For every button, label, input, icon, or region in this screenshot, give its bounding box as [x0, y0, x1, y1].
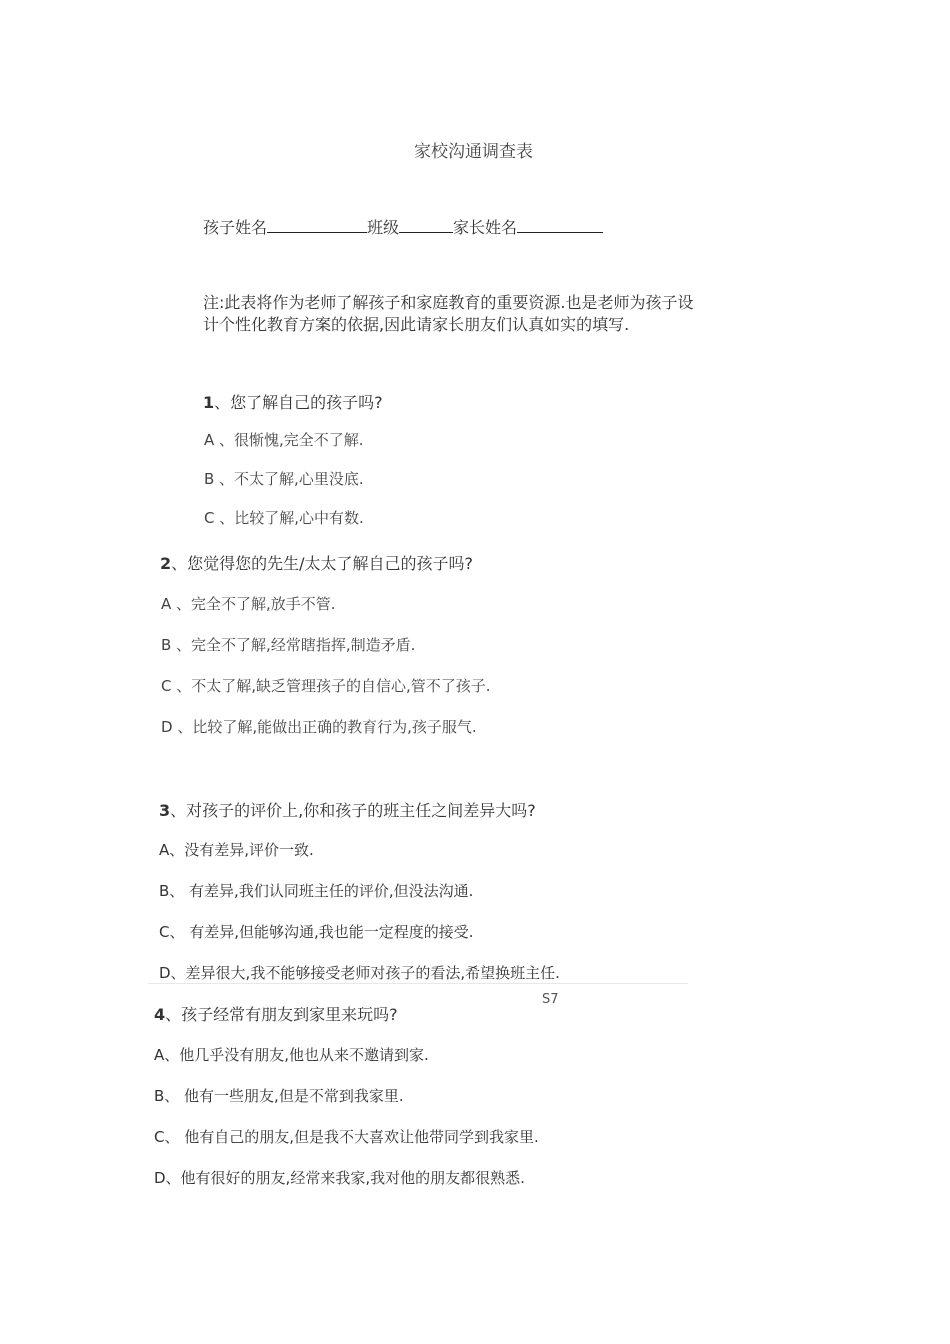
parent-name-blank[interactable]	[517, 216, 603, 233]
note-line-2: 计个性化教育方案的依据,因此请家长朋友们认真如实的填写.	[203, 315, 630, 334]
child-name-blank[interactable]	[267, 216, 367, 233]
question-2-option-d[interactable]: D 、比较了解,能做出正确的教育行为,孩子服气.	[161, 718, 477, 736]
question-4	[154, 1002, 398, 1025]
class-label: 班级	[367, 218, 400, 237]
question-4-option-a[interactable]: A、他几乎没有朋友,他也从来不邀请到家.	[154, 1046, 429, 1064]
question-4-option-c[interactable]: C、 他有自己的朋友,但是我不大喜欢让他带同学到我家里.	[154, 1128, 539, 1146]
question-3-option-b[interactable]: B、 有差异,我们认同班主任的评价,但没法沟通.	[159, 882, 474, 900]
question-1	[203, 390, 383, 413]
question-2	[160, 551, 473, 574]
question-text: 、您了解自己的孩子吗?	[214, 393, 383, 412]
class-blank[interactable]	[399, 216, 453, 233]
question-number: 1	[203, 393, 215, 412]
page-title: 家校沟通调查表	[414, 142, 533, 162]
question-3-option-a[interactable]: A、没有差异,评价一致.	[159, 841, 314, 859]
info-line	[203, 215, 603, 238]
page-mark: S7	[542, 992, 559, 1007]
question-text: 、对孩子的评价上,你和孩子的班主任之间差异大吗?	[170, 801, 536, 820]
question-2-option-b[interactable]: B 、完全不了解,经常瞎指挥,制造矛盾.	[161, 636, 416, 654]
question-1-option-a[interactable]: A 、很惭愧,完全不了解.	[204, 431, 364, 449]
question-text: 、孩子经常有朋友到家里来玩吗?	[165, 1005, 398, 1024]
divider-line	[148, 983, 688, 984]
question-3-option-c[interactable]: C、 有差异,但能够沟通,我也能一定程度的接受.	[159, 923, 474, 941]
question-1-option-b[interactable]: B 、不太了解,心里没底.	[204, 470, 364, 488]
question-3	[159, 798, 536, 821]
question-1-option-c[interactable]: C 、比较了解,心中有数.	[204, 509, 364, 527]
question-4-option-d[interactable]: D、他有很好的朋友,经常来我家,我对他的朋友都很熟悉.	[154, 1169, 525, 1187]
question-number: 3	[159, 801, 171, 820]
question-2-option-a[interactable]: A 、完全不了解,放手不管.	[161, 595, 336, 613]
question-4-option-b[interactable]: B、 他有一些朋友,但是不常到我家里.	[154, 1087, 404, 1105]
question-2-option-c[interactable]: C 、不太了解,缺乏管理孩子的自信心,管不了孩子.	[161, 677, 491, 695]
question-3-option-d[interactable]: D、差异很大,我不能够接受老师对孩子的看法,希望换班主任.	[159, 964, 560, 982]
child-name-label: 孩子姓名	[203, 218, 268, 237]
note-paragraph	[203, 292, 763, 336]
note-line-1: 注:此表将作为老师了解孩子和家庭教育的重要资源.也是老师为孩子设	[203, 293, 694, 312]
question-text: 、您觉得您的先生/太太了解自己的孩子吗?	[171, 554, 474, 573]
question-number: 2	[160, 554, 172, 573]
question-number: 4	[154, 1005, 166, 1024]
parent-name-label: 家长姓名	[453, 218, 518, 237]
